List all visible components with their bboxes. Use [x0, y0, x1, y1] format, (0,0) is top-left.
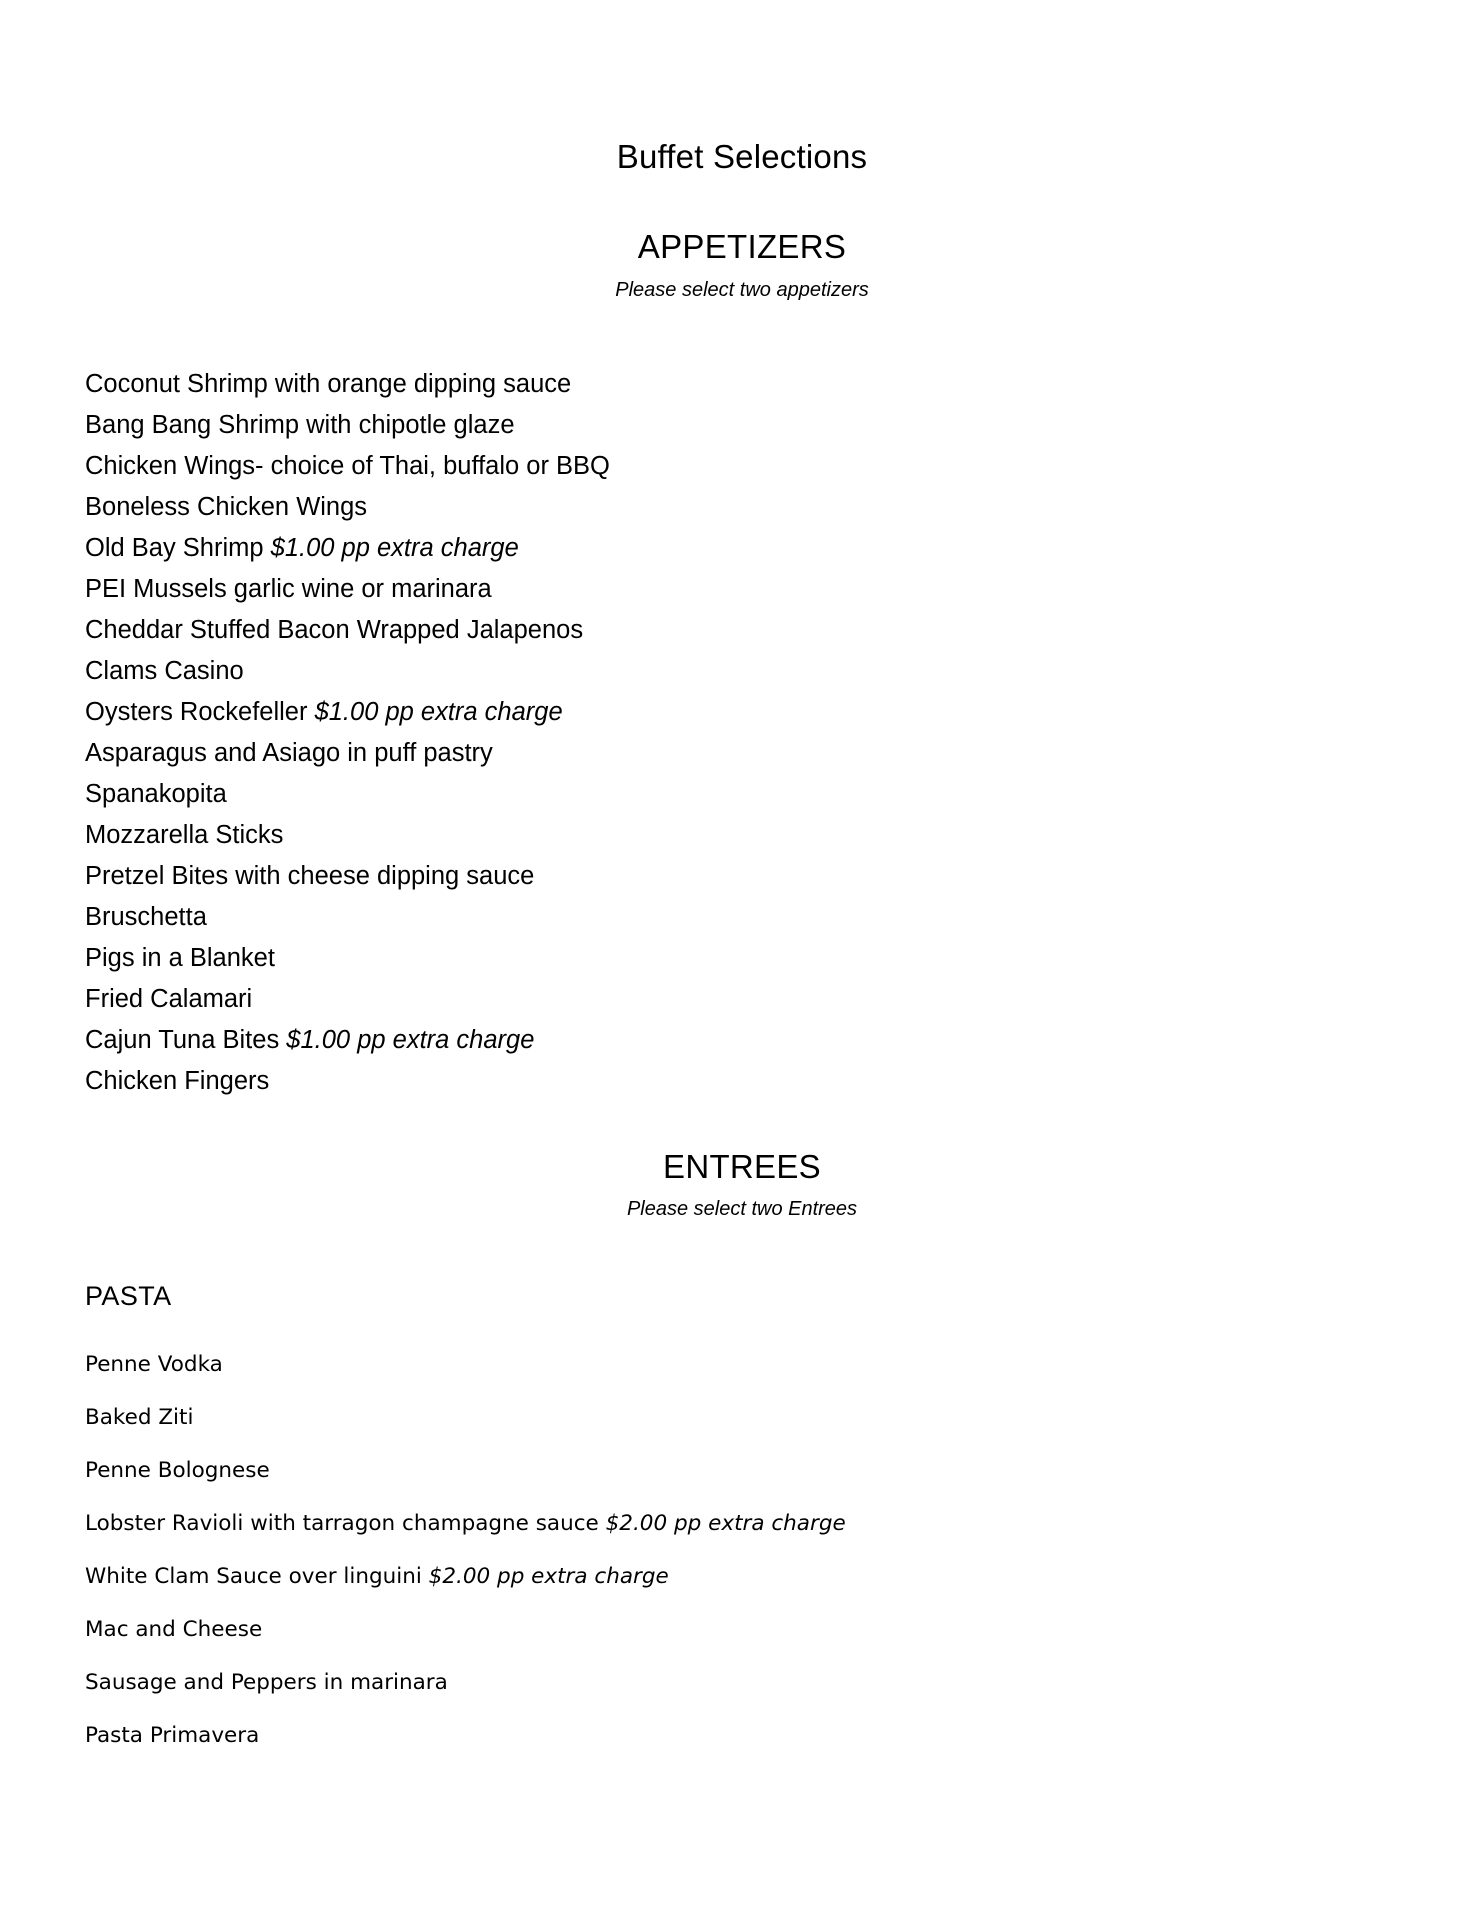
appetizers-instruction: Please select two appetizers — [615, 279, 869, 301]
list-item — [85, 897, 1404, 938]
item-name: Pasta Primavera — [85, 1723, 260, 1748]
item-name: Chicken Wings- choice of Thai, buffalo or BBQ — [85, 452, 610, 480]
list-item — [85, 1709, 1404, 1762]
page-title: Buffet Selections — [616, 138, 868, 175]
list-item — [85, 1497, 1404, 1550]
item-name: Old Bay Shrimp — [85, 534, 271, 562]
list-item — [85, 856, 1404, 897]
item-name: Chicken Fingers — [85, 1067, 270, 1095]
list-item — [85, 774, 1404, 815]
item-name: Baked Ziti — [85, 1405, 194, 1430]
item-name: White Clam Sauce over linguini — [85, 1564, 429, 1589]
item-name: Mac and Cheese — [85, 1617, 263, 1642]
list-item — [85, 1550, 1404, 1603]
list-item — [85, 938, 1404, 979]
list-item — [85, 569, 1404, 610]
item-name: Coconut Shrimp with orange dipping sauce — [85, 370, 572, 398]
item-note: $1.00 pp extra charge — [286, 1026, 535, 1054]
item-name: Boneless Chicken Wings — [85, 493, 368, 521]
item-name: Oysters Rockefeller — [85, 698, 315, 726]
item-name: Clams Casino — [85, 657, 244, 685]
item-name: Asparagus and Asiago in puff pastry — [85, 739, 493, 767]
list-item — [85, 692, 1404, 733]
item-name: Mozzarella Sticks — [85, 821, 284, 849]
item-note: $2.00 pp extra charge — [428, 1564, 669, 1589]
item-name: PEI Mussels garlic wine or marinara — [85, 575, 492, 603]
entrees-instruction: Please select two Entrees — [626, 1198, 858, 1220]
list-item — [85, 446, 1404, 487]
item-note: $1.00 pp extra charge — [270, 534, 519, 562]
item-note: $1.00 pp extra charge — [314, 698, 563, 726]
item-name: Bang Bang Shrimp with chipotle glaze — [85, 411, 515, 439]
pasta-subsection-heading: PASTA — [85, 1281, 172, 1311]
appetizers-section-heading: APPETIZERS — [637, 228, 847, 265]
item-name: Pigs in a Blanket — [85, 944, 275, 972]
item-note: $2.00 pp extra charge — [605, 1511, 846, 1536]
list-item — [85, 1603, 1404, 1656]
list-item — [85, 1444, 1404, 1497]
list-item — [85, 487, 1404, 528]
item-name: Pretzel Bites with cheese dipping sauce — [85, 862, 535, 890]
item-name: Penne Bolognese — [85, 1458, 270, 1483]
item-name: Lobster Ravioli with tarragon champagne sauce — [85, 1511, 606, 1536]
item-name: Bruschetta — [85, 903, 207, 931]
list-item — [85, 979, 1404, 1020]
list-item — [85, 405, 1404, 446]
list-item — [85, 610, 1404, 651]
item-name: Cheddar Stuffed Bacon Wrapped Jalapenos — [85, 616, 584, 644]
list-item — [85, 815, 1404, 856]
pasta-list — [80, 1312, 1404, 1762]
list-item — [85, 1020, 1404, 1061]
item-name: Penne Vodka — [85, 1352, 223, 1377]
list-item — [85, 364, 1404, 405]
list-item — [85, 1061, 1404, 1102]
item-name: Cajun Tuna Bites — [85, 1026, 287, 1054]
item-name: Spanakopita — [85, 780, 227, 808]
item-name: Sausage and Peppers in marinara — [85, 1670, 448, 1695]
appetizers-list — [80, 302, 1404, 1102]
item-name: Fried Calamari — [85, 985, 253, 1013]
list-item — [85, 1656, 1404, 1709]
list-item — [85, 1338, 1404, 1391]
list-item — [85, 1391, 1404, 1444]
list-item — [85, 733, 1404, 774]
list-item — [85, 528, 1404, 569]
list-item — [85, 651, 1404, 692]
entrees-section-heading: ENTREES — [663, 1148, 821, 1185]
